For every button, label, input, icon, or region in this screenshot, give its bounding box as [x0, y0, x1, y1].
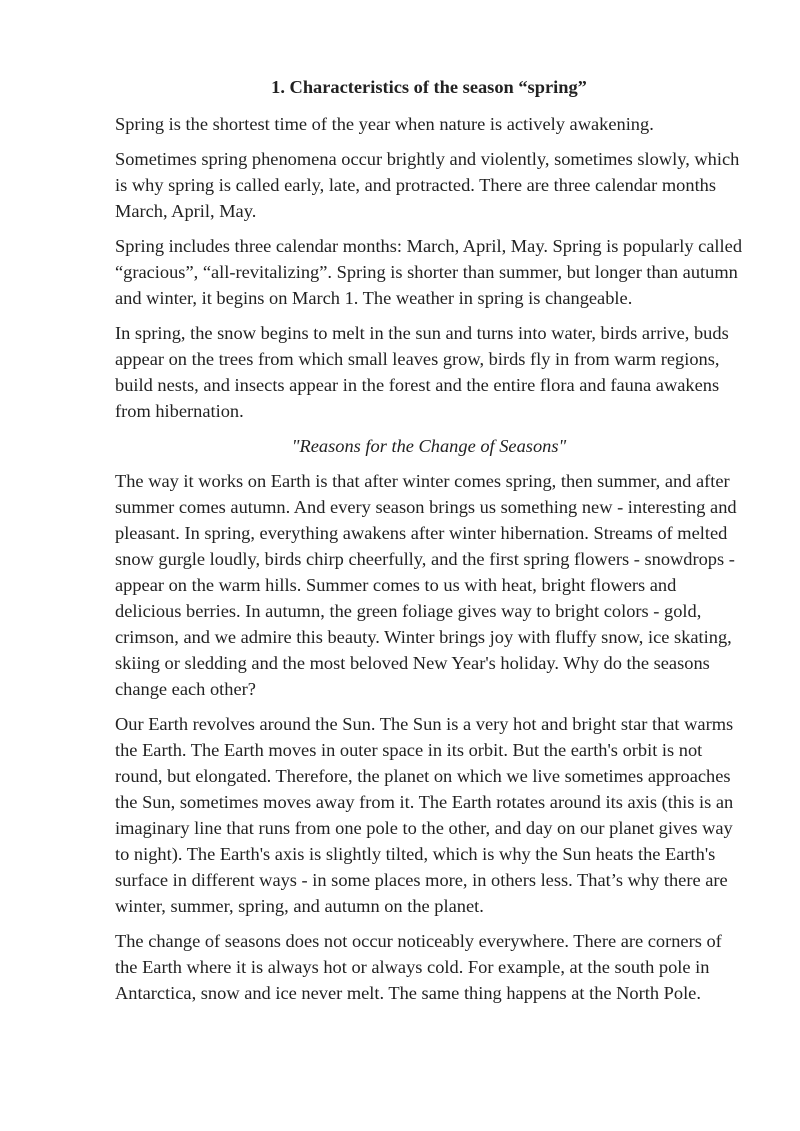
paragraph-spring-months: Spring includes three calendar months: March, April, May. Spring is popularly called “gracious”, “all-revitalizing”. Spring is shorter than summer, but longer than autumn and winter, it begins on March 1. The weather in spring is changeable.: [115, 236, 743, 308]
paragraph-seasons-cycle: The way it works on Earth is that after winter comes spring, then summer, and after summer comes autumn. And every season brings us something new - interesting and pleasant. In spring, everything awakens after winter hibernation. Streams of melted snow gurgle loudly, birds chirp cheerfully, and the first spring flowers - snowdrops - appear on the warm hills. Summer comes to us with heat, bright flowers and delicious berries. In autumn, the green foliage gives way to bright colors - gold, crimson, and we admire this beauty. Winter brings joy with fluffy snow, ice skating, skiing or sledding and the most beloved New Year's holiday. Why do the seasons change each other?: [115, 471, 737, 699]
paragraph-spring-nature: In spring, the snow begins to melt in the sun and turns into water, birds arrive, buds appear on the trees from which small leaves grow, birds fly in from warm regions, build nests, and insects appear in the forest and the entire flora and fauna awakens from hibernation.: [115, 323, 729, 421]
section-heading: 1. Characteristics of the season “spring”: [271, 77, 587, 97]
paragraph-earth-orbit: Our Earth revolves around the Sun. The Sun is a very hot and bright star that warms the Earth. The Earth moves in outer space in its orbit. But the earth's orbit is not round, but elongated. Therefore, the planet on which we live sometimes approaches the Sun, sometimes moves away from it. The Earth rotates around its axis (this is an imaginary line that runs from one pole to the other, and day on our planet gives way to night). The Earth's axis is slightly tilted, which is why the Sun heats the Earth's surface in different ways - in some places more, in others less. That’s why there are winter, summer, spring, and autumn on the planet.: [115, 714, 734, 916]
paragraph-spring-phenomena: Sometimes spring phenomena occur brightly and violently, sometimes slowly, which is why spring is called early, late, and protracted. There are three calendar months March, April, May.: [115, 149, 740, 221]
paragraph-poles: The change of seasons does not occur noticeably everywhere. There are corners of the Earth where it is always hot or always cold. For example, at the south pole in Antarctica, snow and ice never melt. The same thing happens at the North Pole.: [115, 931, 722, 1003]
paragraph-spring-intro: Spring is the shortest time of the year when nature is actively awakening.: [115, 114, 654, 134]
section-subheading: "Reasons for the Change of Seasons": [291, 436, 567, 456]
document-page: [115, 74, 743, 1015]
